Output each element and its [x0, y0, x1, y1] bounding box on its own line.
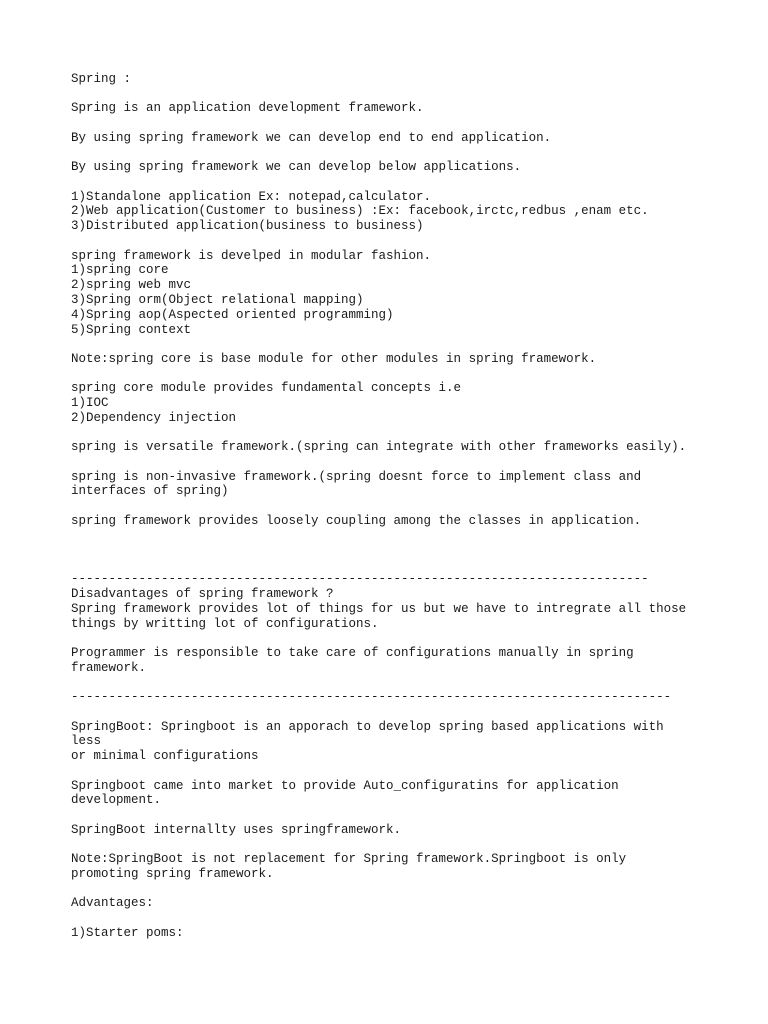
- below-apps-para: [71, 160, 711, 175]
- list-item: 5)Spring context: [71, 322, 192, 337]
- core-note-para: [71, 352, 711, 367]
- springboot-internal-para: [71, 823, 711, 838]
- springboot-internal-line: SpringBoot internallty uses springframework.: [71, 822, 402, 837]
- starter-poms-para: [71, 926, 711, 941]
- list-item: 4)Spring aop(Aspected oriented programming): [71, 307, 394, 322]
- separator-rule: --------------------------------------------------------------------------------: [71, 690, 672, 705]
- disadvantages-section: [71, 572, 711, 631]
- list-item: 1)Standalone application Ex: notepad,calculator.: [71, 189, 432, 204]
- disadvantages-line: Spring framework provides lot of things for us but we have to intregrate all those: [71, 601, 687, 616]
- core-note-line: Note:spring core is base module for other modules in spring framework.: [71, 351, 597, 366]
- advantages-heading-para: [71, 896, 711, 911]
- intro-line: Spring is an application development framework.: [71, 101, 424, 116]
- core-concepts-heading: spring core module provides fundamental concepts i.e: [71, 381, 462, 396]
- springboot-note-line: Note:SpringBoot is not replacement for Spring framework.Springboot is only: [71, 852, 627, 867]
- core-concepts-list: [71, 381, 711, 425]
- document-page: [71, 72, 711, 955]
- programmer-note-para: [71, 646, 711, 676]
- disadvantages-line: things by writting lot of configurations.: [71, 616, 379, 631]
- non-invasive-para: [71, 470, 711, 500]
- starter-poms-line: 1)Starter poms:: [71, 925, 184, 940]
- programmer-note-line: Programmer is responsible to take care of configurations manually in spring: [71, 646, 634, 661]
- versatile-para: [71, 440, 711, 455]
- loose-coupling-line: spring framework provides loosely coupling among the classes in application.: [71, 513, 642, 528]
- springboot-def-para: [71, 720, 711, 764]
- below-apps-line: By using spring framework we can develop below applications.: [71, 160, 522, 175]
- doc-title: Spring :: [71, 72, 132, 86]
- springboot-market-line: development.: [71, 793, 162, 808]
- doc-title-para: [71, 72, 711, 87]
- list-item: 3)Spring orm(Object relational mapping): [71, 292, 364, 307]
- disadvantages-heading: Disadvantages of spring framework ?: [71, 587, 334, 602]
- non-invasive-line: interfaces of spring): [71, 484, 229, 499]
- versatile-line: spring is versatile framework.(spring can integrate with other frameworks easily).: [71, 440, 687, 455]
- springboot-market-para: [71, 779, 711, 809]
- list-item: 1)spring core: [71, 263, 169, 278]
- non-invasive-line: spring is non-invasive framework.(spring doesnt force to implement class and: [71, 469, 642, 484]
- end-to-end-para: [71, 131, 711, 146]
- springboot-def-line: less: [71, 734, 102, 749]
- list-item: 1)IOC: [71, 396, 109, 411]
- programmer-note-line: framework.: [71, 660, 147, 675]
- springboot-note-para: [71, 852, 711, 882]
- list-item: 2)Web application(Customer to business) :Ex: facebook,irctc,redbus ,enam etc.: [71, 204, 649, 219]
- springboot-note-line: promoting spring framework.: [71, 866, 274, 881]
- springboot-def-line: SpringBoot: Springboot is an apporach to develop spring based applications with: [71, 719, 664, 734]
- loose-coupling-para: [71, 514, 711, 529]
- separator-rule: -----------------------------------------------------------------------------: [71, 572, 649, 587]
- list-item: 3)Distributed application(business to business): [71, 219, 424, 234]
- list-item: 2)spring web mvc: [71, 278, 192, 293]
- blank-gap: [71, 543, 711, 572]
- list-item: 2)Dependency injection: [71, 410, 237, 425]
- advantages-heading: Advantages:: [71, 896, 154, 911]
- springboot-def-line: or minimal configurations: [71, 749, 259, 764]
- app-types-list: [71, 190, 711, 234]
- end-to-end-line: By using spring framework we can develop end to end application.: [71, 130, 552, 145]
- modules-list: [71, 249, 711, 338]
- modules-heading: spring framework is develped in modular fashion.: [71, 248, 432, 263]
- separator-2-para: [71, 690, 711, 705]
- springboot-market-line: Springboot came into market to provide Auto_configuratins for application: [71, 778, 619, 793]
- intro-para: [71, 101, 711, 116]
